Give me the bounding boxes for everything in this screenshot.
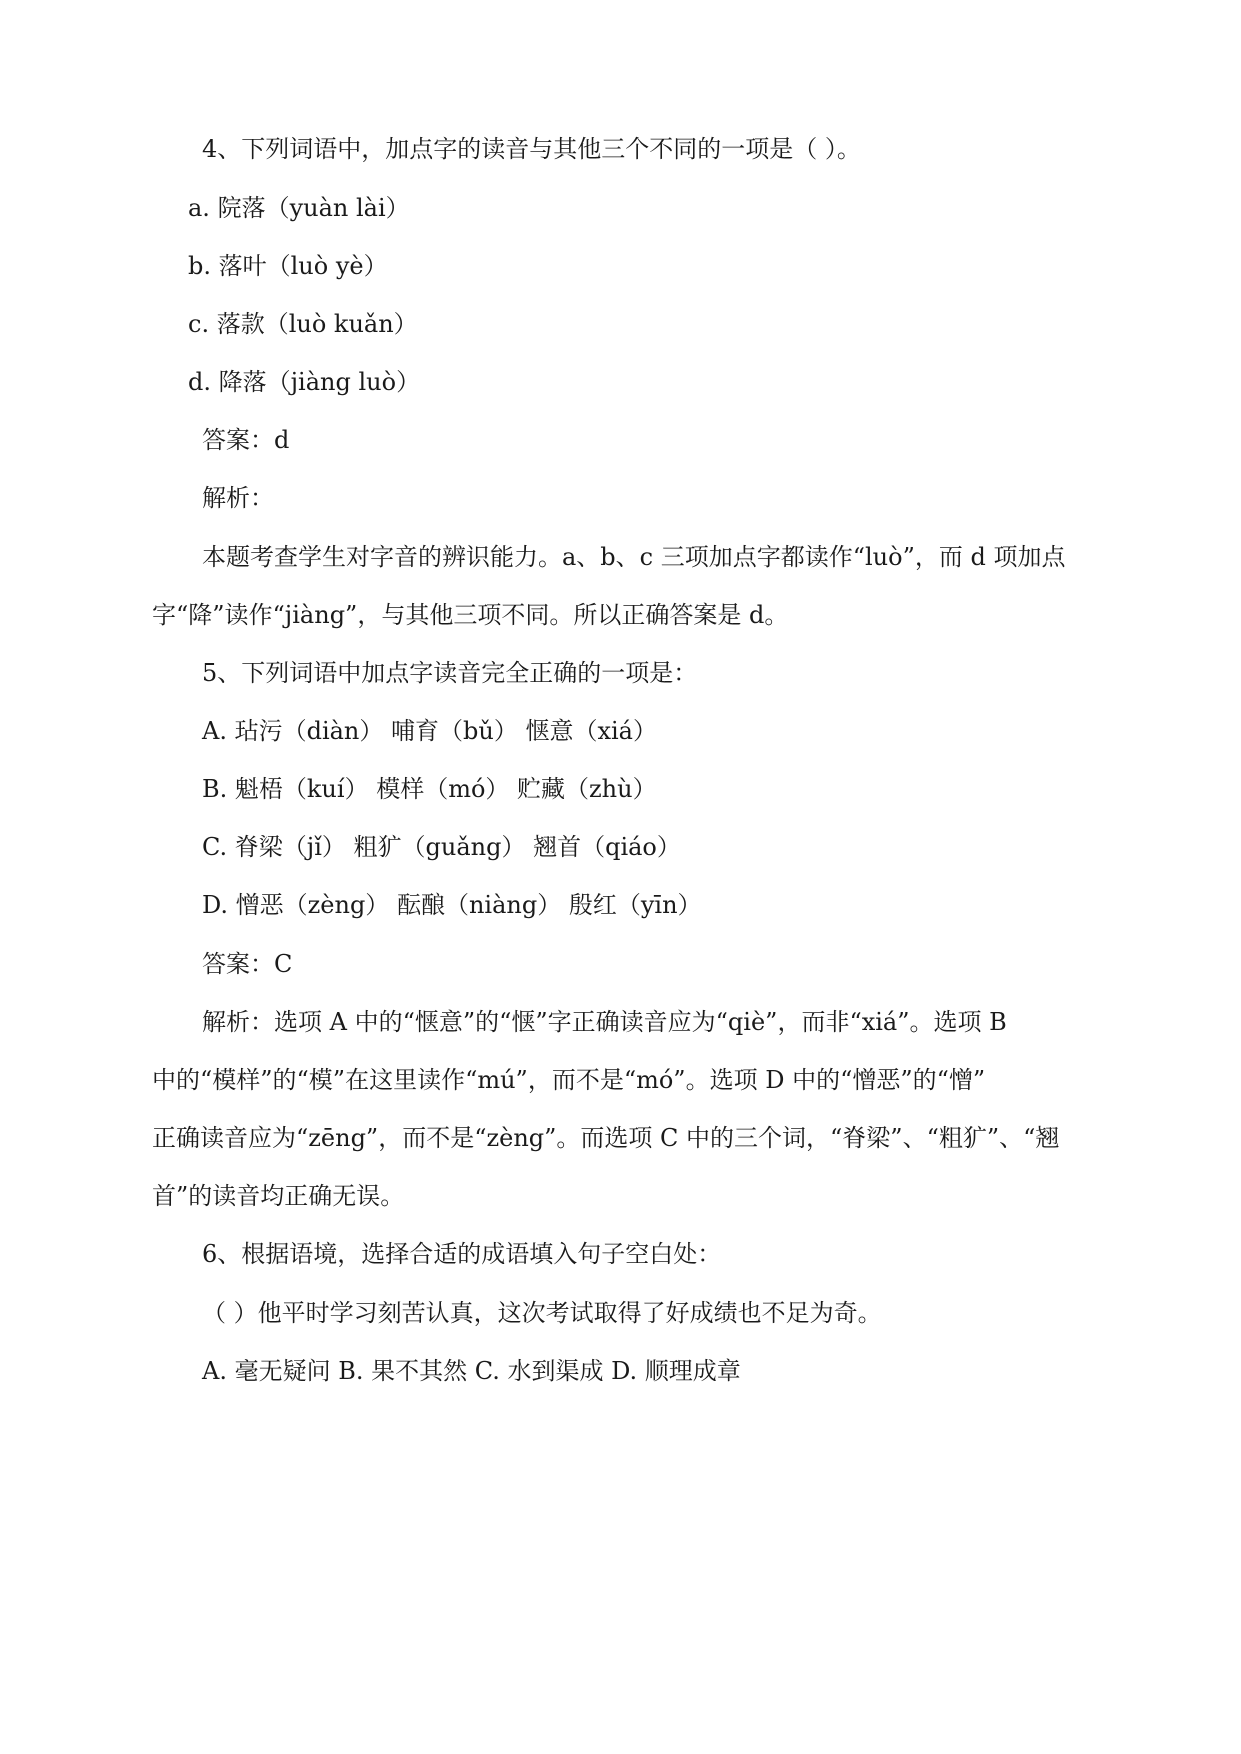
question-5-option-b: B. 魁梧（kuí） 模样（mó） 贮藏（zhù）: [202, 775, 657, 803]
question-5-analysis-line-3: 正确读音应为“zēng”，而不是“zèng”。而选项 C 中的三个词，“脊梁”、“粗犷”、“翘: [152, 1124, 1060, 1152]
question-4-option-b: b. 落叶（luò yè）: [188, 252, 388, 280]
question-5-option-d: D. 憎恶（zèng） 酝酿（niàng） 殷红（yīn）: [202, 891, 702, 919]
question-5-option-a: A. 玷污（diàn） 哺育（bǔ） 惬意（xiá）: [202, 717, 657, 745]
question-4-option-a: a. 院落（yuàn lài）: [188, 194, 410, 222]
question-5-analysis-line-1: 解析：选项 A 中的“惬意”的“惬”字正确读音应为“qiè”，而非“xiá”。选项 B: [202, 1008, 1007, 1036]
question-4-analysis-line-1: 本题考查学生对字音的辨识能力。a、b、c 三项加点字都读作“luò”，而 d 项加点: [202, 543, 1066, 571]
question-6-options: A. 毫无疑问 B. 果不其然 C. 水到渠成 D. 顺理成章: [202, 1357, 741, 1385]
question-4-option-d: d. 降落（jiàng luò）: [188, 368, 421, 396]
question-6-stem: 6、根据语境，选择合适的成语填入句子空白处：: [202, 1240, 722, 1268]
question-5-analysis-line-4: 首”的读音均正确无误。: [152, 1182, 405, 1210]
question-6-sentence: （ ）他平时学习刻苦认真，这次考试取得了好成绩也不足为奇。: [202, 1299, 882, 1327]
question-4-stem: 4、下列词语中，加点字的读音与其他三个不同的一项是（ ）。: [202, 135, 861, 163]
question-4-analysis-line-2: 字“降”读作“jiàng”，与其他三项不同。所以正确答案是 d。: [152, 601, 789, 629]
question-4-answer: 答案：d: [202, 426, 290, 454]
question-4-analysis-label: 解析：: [202, 484, 274, 512]
question-5-analysis-line-2: 中的“模样”的“模”在这里读作“mú”，而不是“mó”。选项 D 中的“憎恶”的“憎”: [152, 1066, 986, 1094]
question-5-stem: 5、下列词语中加点字读音完全正确的一项是：: [202, 659, 698, 687]
question-5-option-c: C. 脊梁（jǐ） 粗犷（guǎng） 翘首（qiáo）: [202, 833, 681, 861]
question-4-option-c: c. 落款（luò kuǎn）: [188, 310, 418, 338]
question-5-answer: 答案：C: [202, 950, 293, 978]
